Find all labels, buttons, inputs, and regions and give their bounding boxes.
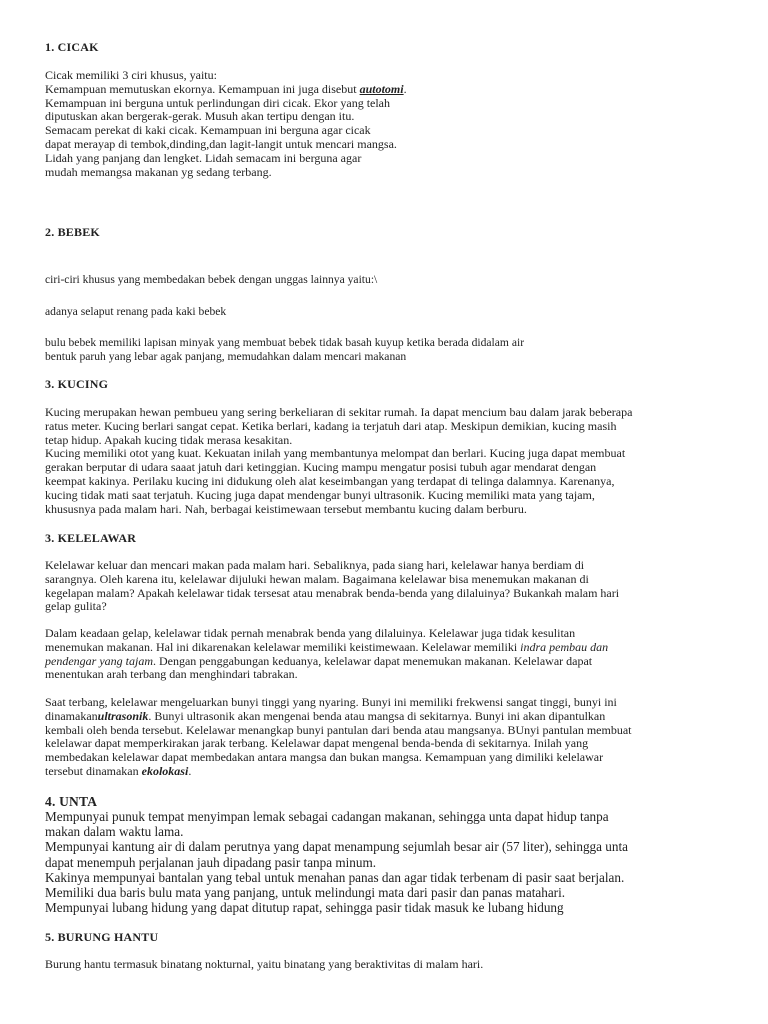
- bebek-intro: ciri-ciri khusus yang membedakan bebek dengan unggas lainnya yaitu:\: [45, 273, 378, 286]
- kelelawar-para3: [45, 696, 735, 779]
- text-line: pendengar yang tajam. Dengan penggabungan keduanya, kelelawar dapat menemukan makanan. Kelelawar dapat: [45, 653, 593, 668]
- heading-burung-hantu: 5. BURUNG HANTU: [45, 930, 159, 944]
- text-line: Cicak memiliki 3 ciri khusus, yaitu:: [45, 68, 217, 82]
- text-line: makan dalam waktu lama.: [45, 824, 184, 840]
- text-line: membedakan kelelawar dapat membedakan antara mangsa dan bukan mangsa. Kemampuan yang dimiliki kelelawar: [45, 750, 604, 765]
- ekolokasi-term: ekolokasi: [141, 763, 189, 778]
- text-line: menemukan makanan. Hal ini dikarenakan kelelawar memiliki keistimewaan. Kelelawar memiliki indra pembau dan: [45, 639, 609, 654]
- text-line: keempat kakinya. Perilaku kucing ini didukung oleh alat keseimbangan yang terdapat di telinga dalamnya. Karenanya,: [45, 473, 615, 488]
- text-line: Mempunyai lubang hidung yang dapat ditutup rapat, sehingga pasir tidak masuk ke lubang hidung: [45, 900, 564, 916]
- unta-body: [45, 809, 735, 915]
- text-line: kucing tidak mati saat terjatuh. Kucing juga dapat mendengar bunyi ultrasonik. Kucing memiliki mata yang tajam,: [45, 487, 595, 502]
- text-line: Kemampuan ini berguna untuk perlindungan diri cicak. Ekor yang telah: [45, 95, 391, 110]
- text-line: mudah memangsa makanan yg sedang terbang.: [45, 164, 272, 179]
- text-line: Mempunyai kantung air di dalam perutnya yang dapat menampung sejumlah besar air (57 liter), sehingga unta: [45, 839, 629, 855]
- text-line: ratus meter. Kucing berlari sangat cepat. Ketika berlari, kadang ia terjatuh dari atap. Meskipun demikian, kucing masih: [45, 418, 617, 433]
- cicak-body: [45, 69, 735, 179]
- text-line: gelap gulita?: [45, 599, 107, 614]
- text-line: gerakan berputar di udara saaat jatuh dari ketinggian. Kucing mampu mengatur posisi tubuh agar mendarat dengan: [45, 460, 597, 475]
- kucing-body: [45, 406, 735, 516]
- text-line: Saat terbang, kelelawar mengeluarkan bunyi tinggi yang nyaring. Bunyi ini memiliki frekwensi sangat tinggi, bunyi ini: [45, 695, 617, 709]
- text-line: kegelapan malam? Apakah kelelawar tidak tersesat atau menabrak benda-benda yang dilaluinya? Bukankah malam hari: [45, 585, 620, 600]
- text-line: Kemampuan memutuskan ekornya. Kemampuan ini juga disebut autotomi.: [45, 81, 407, 96]
- text-line: Mempunyai punuk tempat menyimpan lemak sebagai cadangan makanan, sehingga unta dapat hidup tanpa: [45, 809, 609, 824]
- text-line: bulu bebek memiliki lapisan minyak yang membuat bebek tidak basah kuyup ketika berada didalam air: [45, 336, 525, 349]
- heading-bebek: 2. BEBEK: [45, 225, 100, 239]
- text-line: diputuskan akan bergerak-gerak. Musuh akan tertipu dengan itu.: [45, 109, 355, 124]
- text-line: dinamakanultrasonik. Bunyi ultrasonik akan mengenai benda atau mangsa di sekitarnya. Bunyi ini akan dipantulkan: [45, 708, 606, 723]
- text-line: Kucing memiliki otot yang kuat. Kekuatan inilah yang membantunya melompat dan berlari. Kucing juga dapat membuat: [45, 446, 626, 461]
- text-line: Kakinya mempunyai bantalan yang tebal untuk menahan panas dan agar tidak terbenam di pasir saat berjalan.: [45, 869, 625, 885]
- text-line: Kelelawar keluar dan mencari makan pada malam hari. Sebaliknya, pada siang hari, kelelawar hanya berdiam di: [45, 558, 585, 572]
- heading-kucing: 3. KUCING: [45, 377, 109, 391]
- heading-kelelawar: 3. KELELAWAR: [45, 531, 137, 545]
- text-line: dapat menempuh perjalanan jauh dipadang pasir tanpa minum.: [45, 854, 377, 870]
- pendengar-term: pendengar yang tajam: [45, 653, 153, 668]
- bebek-p1: adanya selaput renang pada kaki bebek: [45, 305, 227, 318]
- text-line: tersebut dinamakan ekolokasi.: [45, 763, 192, 778]
- burung-hantu-body: Burung hantu termasuk binatang nokturnal, yaitu binatang yang beraktivitas di malam hari.: [45, 957, 484, 971]
- text-line: Memiliki dua baris bulu mata yang panjang, untuk melindungi mata dari pasir dan panas matahari.: [45, 885, 566, 901]
- heading-cicak: 1. CICAK: [45, 40, 99, 54]
- text-line: sarangnya. Oleh karena itu, kelelawar dijuluki hewan malam. Bagaimana kelelawar bisa menemukan makanan di: [45, 571, 589, 586]
- text-line: Lidah yang panjang dan lengket. Lidah semacam ini berguna agar: [45, 150, 362, 165]
- bebek-p2: [45, 336, 735, 363]
- text-line: kembali oleh benda tersebut. Kelelawar menangkap bunyi pantulan dari benda atau mangsanya. BUnyi pantulan membuat: [45, 722, 632, 737]
- indra-term: indra pembau dan: [520, 639, 609, 654]
- text-line: bentuk paruh yang lebar agak panjang, memudahkan dalam mencari makanan: [45, 349, 407, 363]
- text-line: kelelawar dapat memperkirakan jarak terbang. Kelelawar dapat mengenal benda-benda di sekitarnya. Inilah yang: [45, 736, 589, 751]
- text-line: Dalam keadaan gelap, kelelawar tidak pernah menabrak benda yang dilaluinya. Kelelawar juga tidak kesulitan: [45, 626, 576, 640]
- text-line: menentukan arah terbang dan menghindari tabrakan.: [45, 667, 298, 682]
- ultrasonik-term: ultrasonik: [97, 708, 149, 723]
- text-line: Semacam perekat di kaki cicak. Kemampuan ini berguna agar cicak: [45, 123, 371, 138]
- autotomi-term: autotomi: [359, 81, 404, 96]
- text-line: Kucing merupakan hewan pembueu yang sering berkeliaran di sekitar rumah. Ia dapat mencium bau dalam jarak beberapa: [45, 405, 633, 419]
- kelelawar-para1: [45, 559, 735, 614]
- text-line: khususnya pada malam hari. Nah, berbagai keistimewaan tersebut membantu kucing dalam berburu.: [45, 501, 527, 516]
- heading-unta: 4. UNTA: [45, 794, 98, 809]
- text-line: tetap hidup. Apakah kucing tidak merasa kesakitan.: [45, 432, 293, 447]
- text-line: dapat merayap di tembok,dinding,dan lagit-langit untuk mencari mangsa.: [45, 136, 397, 151]
- kelelawar-para2: [45, 627, 735, 682]
